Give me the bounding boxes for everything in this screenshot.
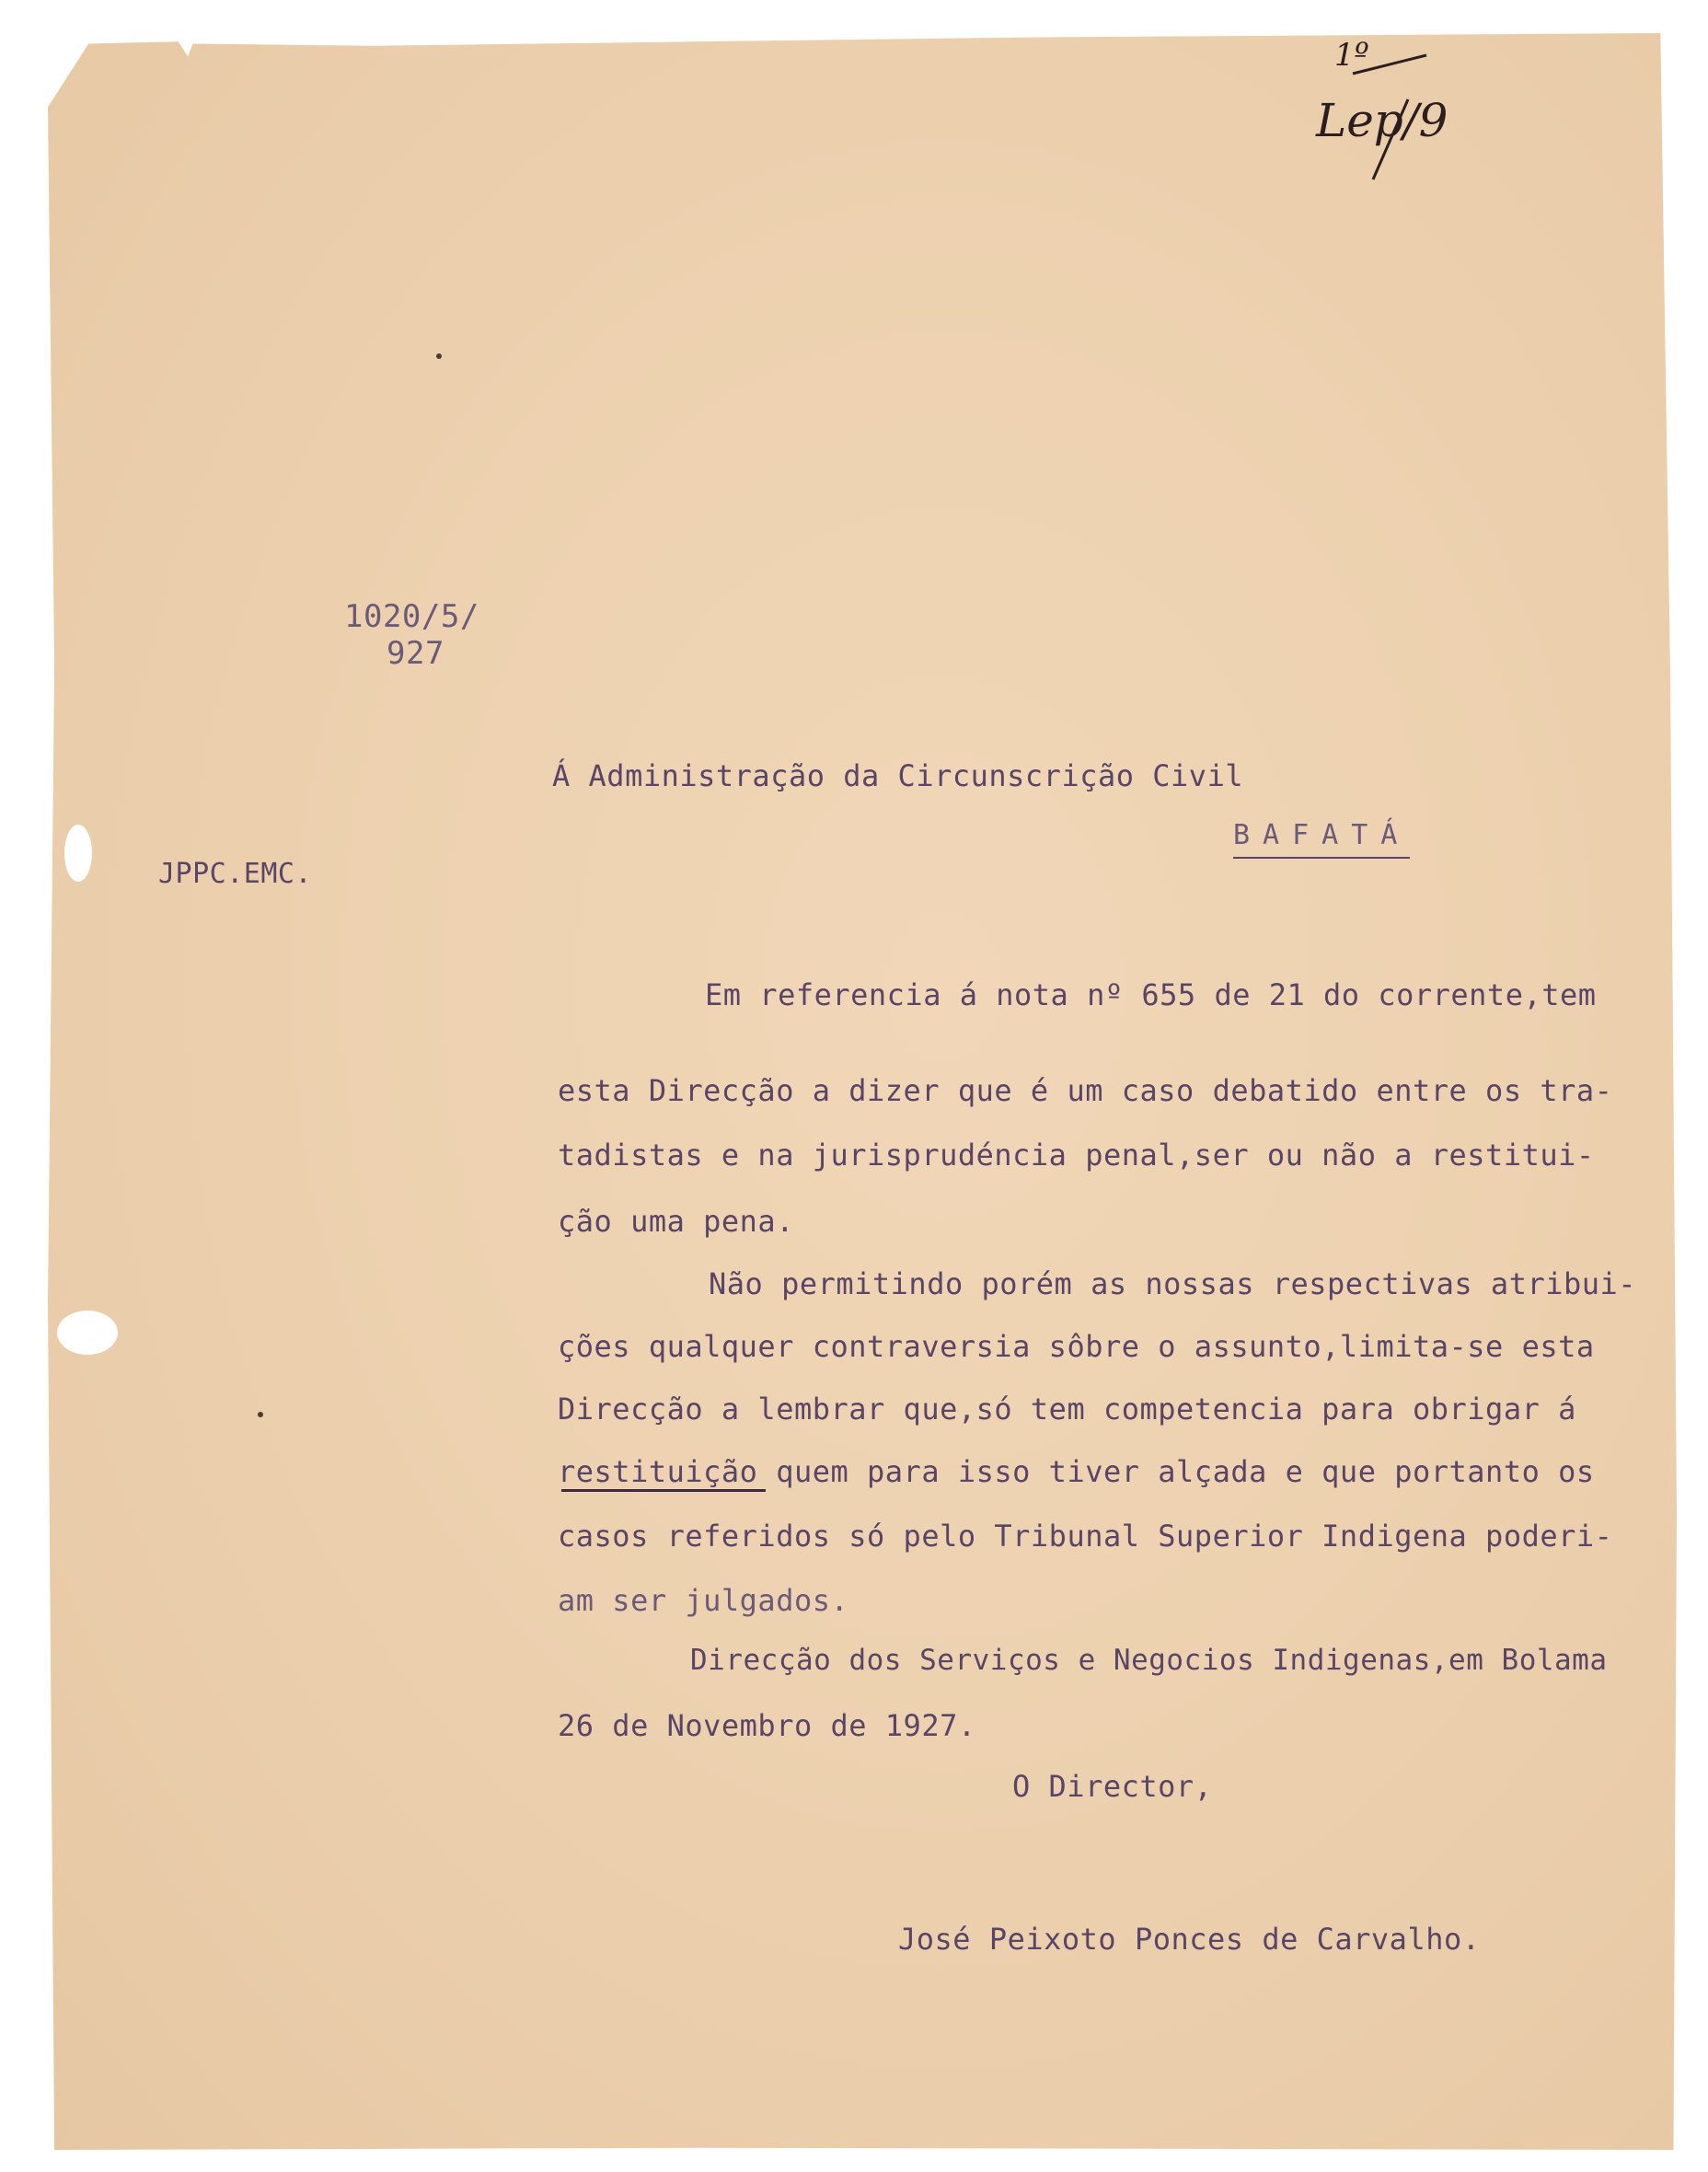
typist-initials: JPPC.EMC. <box>158 858 313 890</box>
body-line: casos referidos só pelo Tribunal Superior Indigena poderi- <box>558 1519 1613 1554</box>
addressee-place: BAFATÁ <box>1233 819 1410 859</box>
body-line: Direcção a lembrar que,só tem competencia para obrigar á <box>558 1392 1576 1427</box>
punch-hole-tear <box>57 1311 118 1355</box>
body-line: ções qualquer contraversia sôbre o assunto,limita-se esta <box>558 1329 1595 1364</box>
body-line: restituição quem para isso tiver alçada e que portanto os <box>558 1454 1595 1489</box>
closing-place-line: Direcção dos Serviços e Negocios Indigenas,em Bolama <box>690 1644 1608 1677</box>
corner-annotation-line2: Lep/9 <box>1316 94 1448 147</box>
closing-date-line: 26 de Novembro de 1927. <box>558 1708 976 1743</box>
body-line: tadistas e na jurisprudéncia penal,ser ou não a restitui- <box>558 1138 1595 1173</box>
handwritten-stroke <box>1316 37 1454 193</box>
signatory-name: José Peixoto Ponces de Carvalho. <box>898 1922 1481 1957</box>
paper-speck <box>436 353 442 359</box>
file-number-line2: 927 <box>387 635 444 672</box>
body-line: esta Direcção a dizer que é um caso debatido entre os tra- <box>558 1073 1613 1108</box>
handwritten-underline <box>561 1489 766 1492</box>
body-line: Não permitindo porém as nossas respectivas atribui- <box>709 1266 1637 1301</box>
body-line: ção uma pena. <box>558 1204 794 1239</box>
body-line: am ser julgados. <box>558 1583 849 1618</box>
paper-speck <box>258 1412 263 1417</box>
corner-annotation-line1: 1º <box>1334 37 1369 74</box>
punch-hole-tear <box>64 825 92 882</box>
corner-annotation <box>1316 37 1454 193</box>
addressee-line: Á Administração da Circunscrição Civil <box>552 758 1244 793</box>
body-line: Em referencia á nota nº 655 de 21 do corrente,tem <box>705 977 1597 1012</box>
director-title: O Director, <box>1012 1769 1213 1804</box>
file-number-line1: 1020/5/ <box>344 598 479 635</box>
